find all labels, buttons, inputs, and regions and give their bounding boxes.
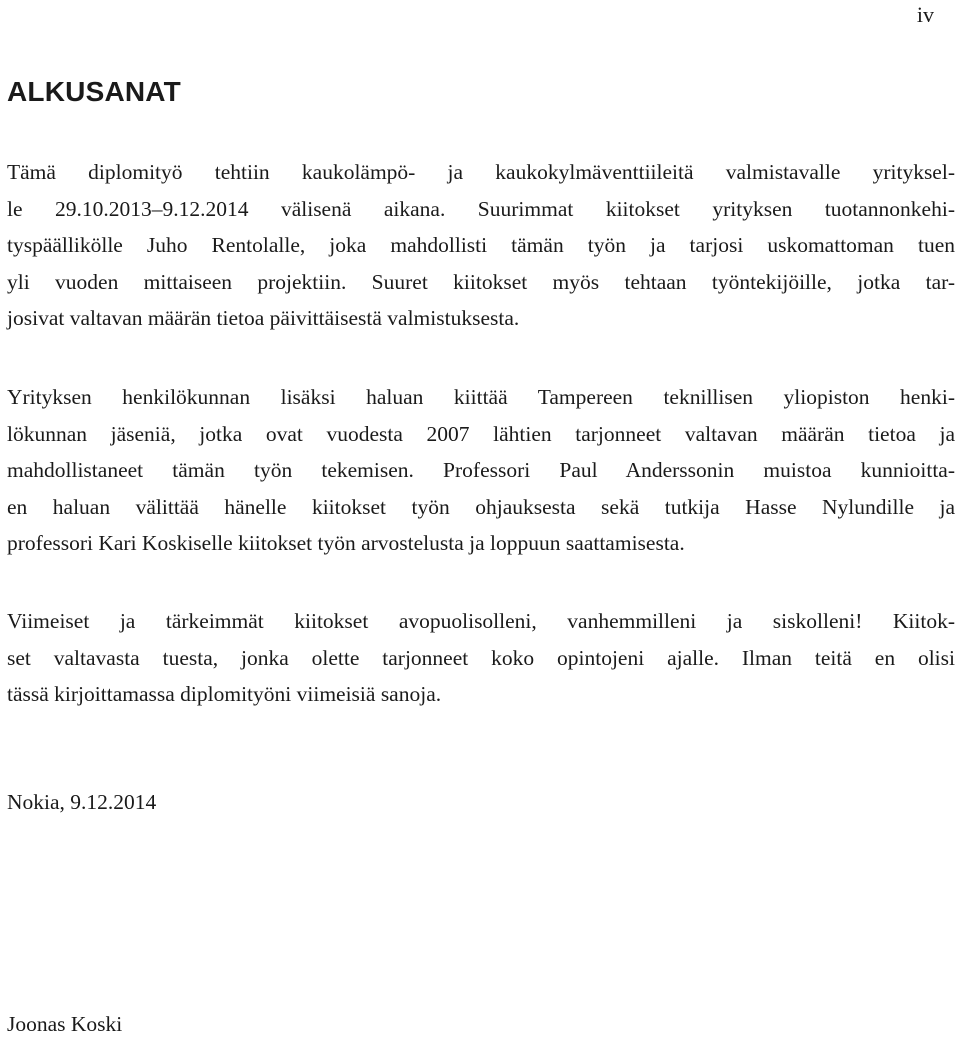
text-line: en haluan välittää hänelle kiitokset työn ohjauksesta sekä tutkija Hasse Nylundille ja (7, 494, 955, 519)
paragraph-intro (7, 154, 955, 337)
text-line: Yrityksen henkilökunnan lisäksi haluan kiittää Tampereen teknillisen yliopiston henki- (7, 385, 955, 409)
text-line: le 29.10.2013–9.12.2014 välisenä aikana. Suurimmat kiitokset yrityksen tuotannonkehi- (7, 196, 955, 221)
text-line: josivat valtavan määrän tietoa päivittäisestä valmistuksesta. (7, 306, 520, 330)
page-number: iv (916, 2, 934, 27)
paragraph-university-thanks (7, 379, 955, 562)
text-line: tässä kirjoittamassa diplomityöni viimeisiä sanoja. (7, 682, 442, 706)
place-and-date: Nokia, 9.12.2014 (7, 790, 157, 814)
text-line: mahdollistaneet tämän työn tekemisen. Professori Paul Anderssonin muistoa kunnioitta- (7, 458, 955, 482)
text-line: Tämä diplomityö tehtiin kaukolämpö- ja kaukokylmäventtiileitä valmistavalle yrityksel- (7, 160, 955, 184)
text-line: set valtavasta tuesta, jonka olette tarjonneet koko opintojeni ajalle. Ilman teitä en olisi (7, 645, 955, 670)
text-line: lökunnan jäseniä, jotka ovat vuodesta 2007 lähtien tarjonneet valtavan määrän tietoa ja (7, 421, 955, 446)
text-line: professori Kari Koskiselle kiitokset työn arvostelusta ja loppuun saattamisesta. (7, 531, 685, 555)
page-title: ALKUSANAT (7, 76, 181, 107)
paragraph-family-thanks (7, 603, 955, 713)
text-line: yli vuoden mittaiseen projektiin. Suuret kiitokset myös tehtaan työntekijöille, jotka tar- (7, 269, 955, 294)
author-name: Joonas Koski (7, 1012, 123, 1036)
text-line: tyspäällikölle Juho Rentolalle, joka mahdollisti tämän työn ja tarjosi uskomattoman tuen (7, 233, 955, 257)
text-line: Viimeiset ja tärkeimmät kiitokset avopuolisolleni, vanhemmilleni ja siskolleni! Kiitok- (7, 609, 955, 633)
